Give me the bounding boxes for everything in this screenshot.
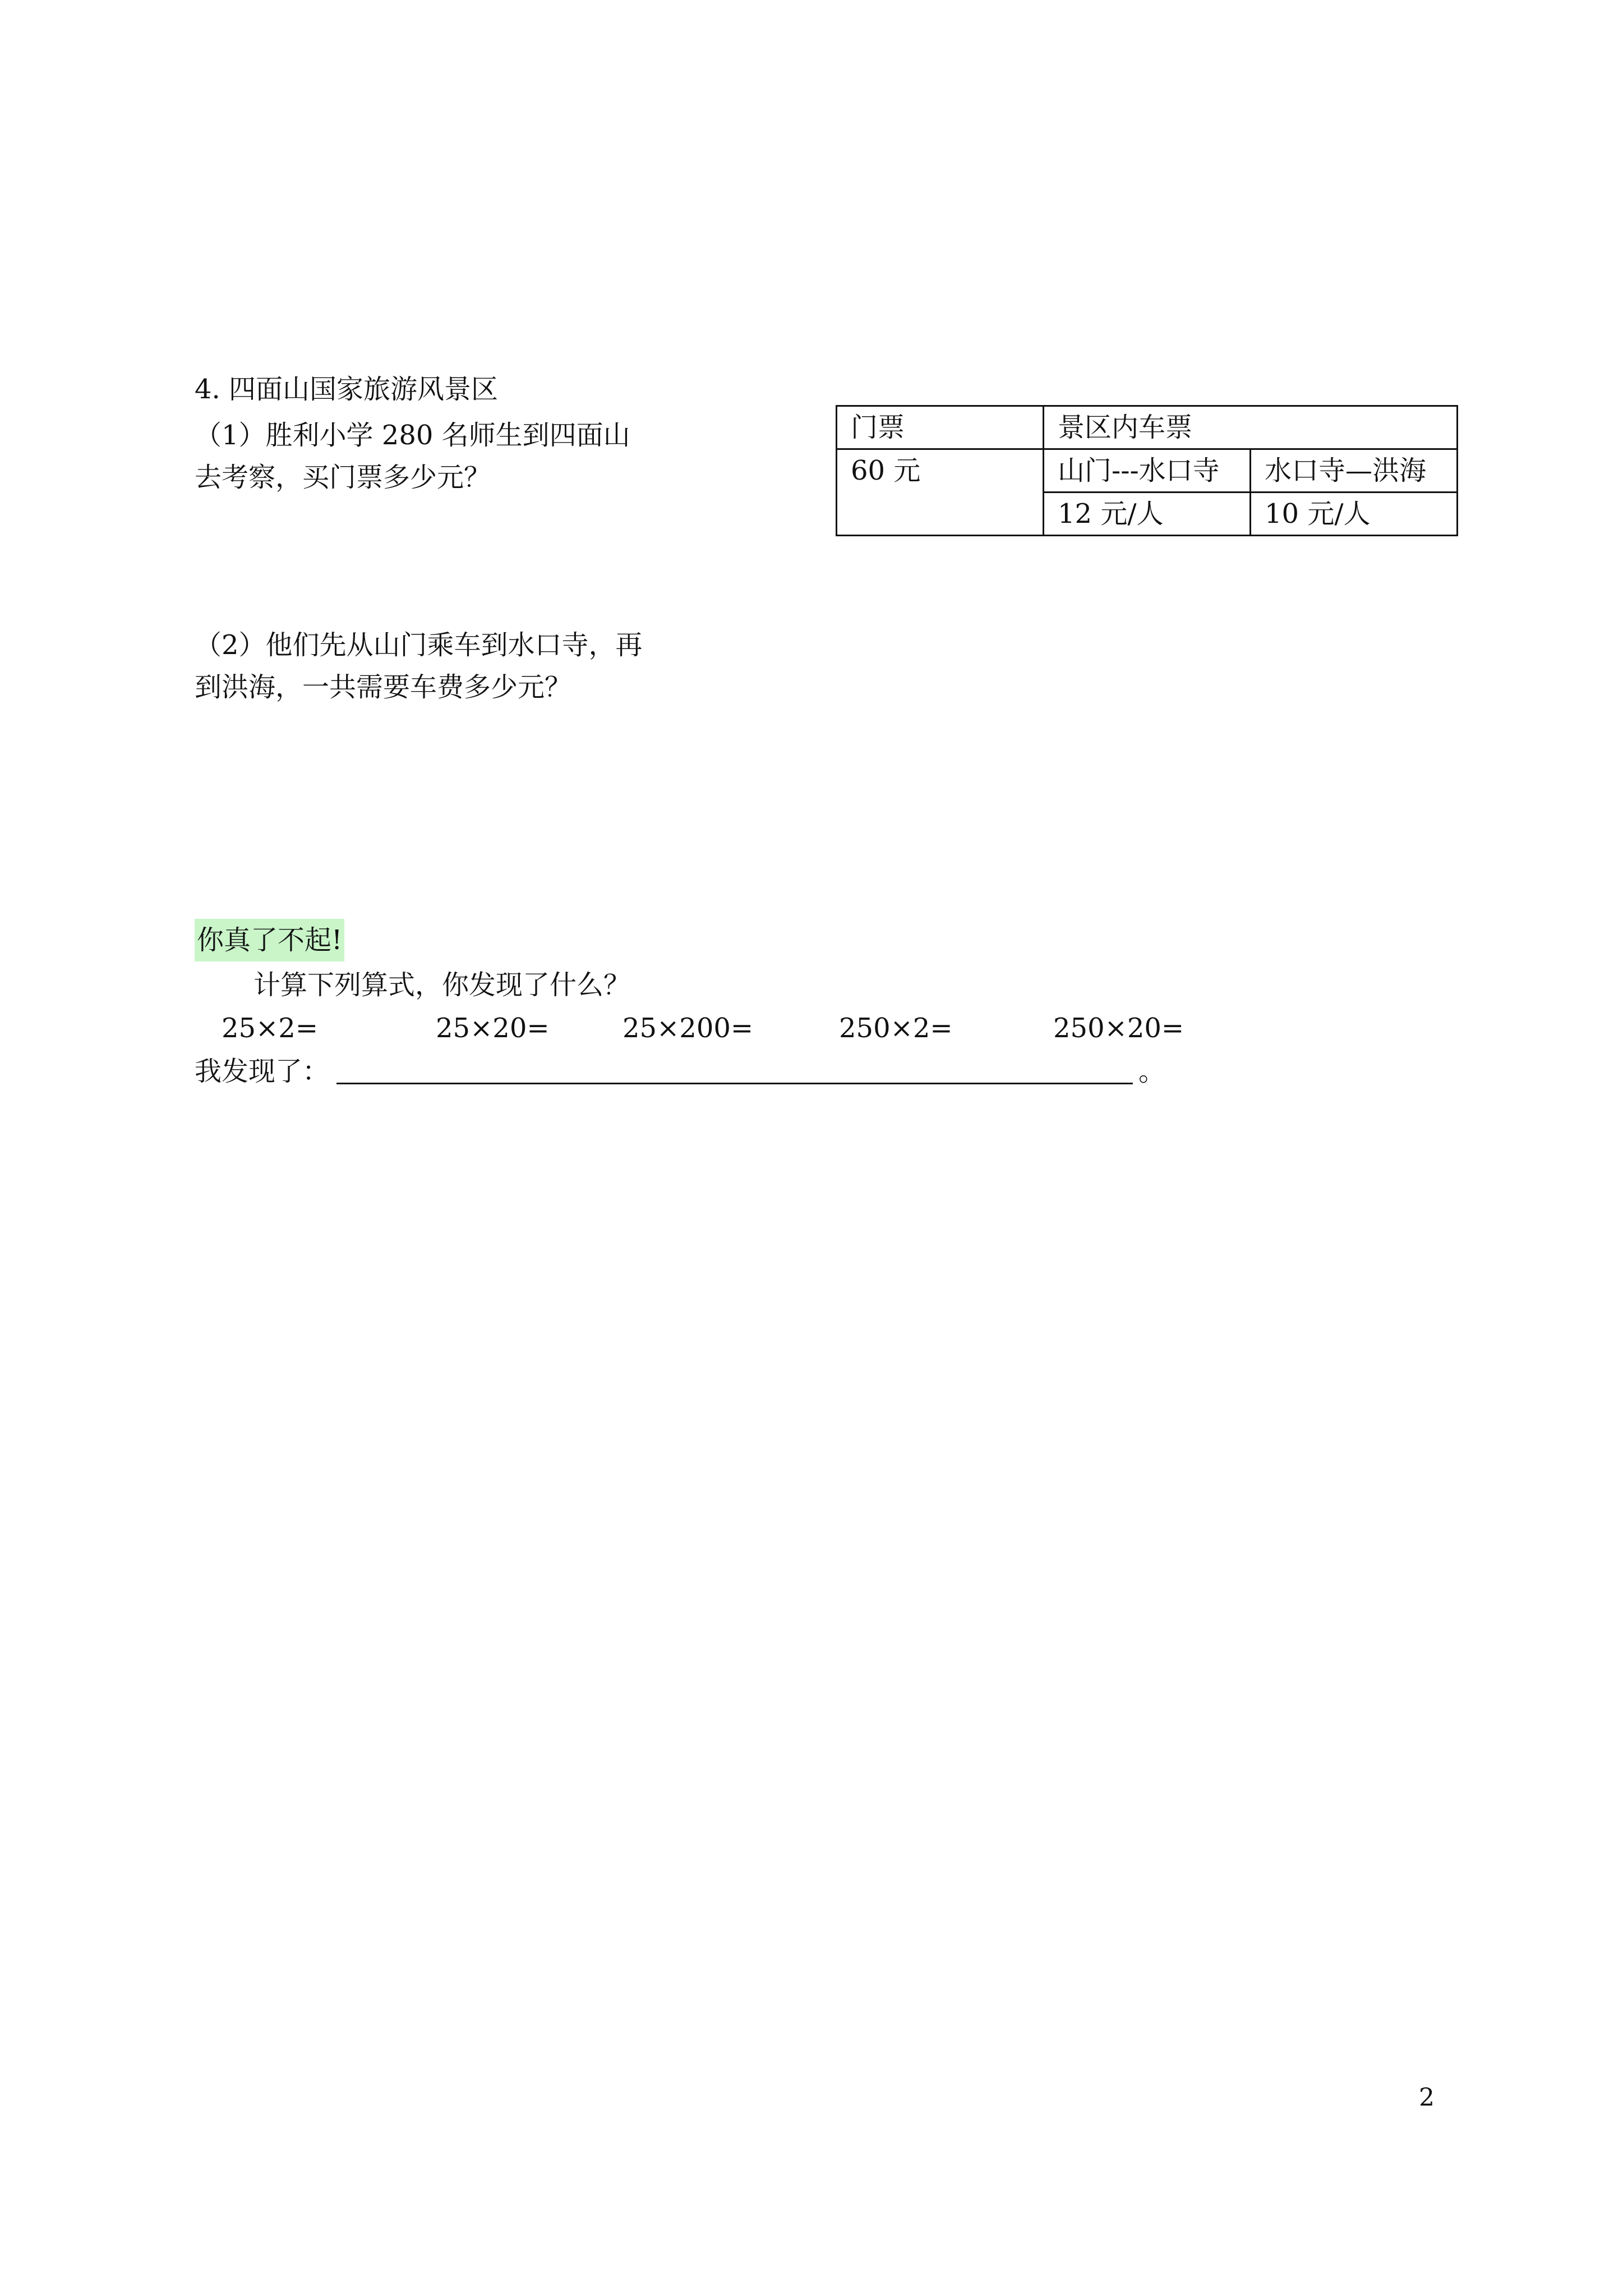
bonus-instruction: 计算下列算式，你发现了什么？: [253, 969, 631, 1001]
part-2-question-line-1: （2）他们先从山门乘车到水口寺，再: [195, 629, 643, 661]
part-1-question-line-2: 去考察，买门票多少元？: [195, 462, 491, 493]
bonus-title: 你真了不起!: [195, 919, 344, 961]
equation: 250×20=: [1053, 1013, 1184, 1044]
route-2-price-cell: 10 元/人: [1251, 493, 1458, 536]
part-1-question-line-1: （1）胜利小学 280 名师生到四面山: [195, 420, 630, 451]
equation: 25×2=: [222, 1013, 319, 1044]
header-bus-cell: 景区内车票: [1044, 406, 1458, 449]
question-4-title: 4. 四面山国家旅游风景区: [195, 374, 499, 405]
table-row: [837, 449, 1458, 493]
fare-table: [836, 405, 1458, 536]
answer-blank-line[interactable]: [336, 1083, 1133, 1084]
route-1-cell: 山门---水口寺: [1044, 449, 1251, 493]
ticket-price-cell: 60 元: [837, 449, 1044, 536]
equation: 250×2=: [839, 1013, 953, 1044]
route-2-cell: 水口寺—洪海: [1251, 449, 1458, 493]
equation: 25×20=: [436, 1013, 550, 1044]
table-row: [837, 406, 1458, 449]
found-label: 我发现了：: [195, 1056, 330, 1087]
part-2-question-line-2: 到洪海，一共需要车费多少元？: [195, 671, 572, 703]
route-1-price-cell: 12 元/人: [1044, 493, 1251, 536]
equation: 25×200=: [623, 1013, 754, 1044]
page-number: 2: [1419, 2083, 1435, 2112]
found-end-mark: 。: [1138, 1056, 1166, 1087]
header-ticket-cell: 门票: [837, 406, 1044, 449]
